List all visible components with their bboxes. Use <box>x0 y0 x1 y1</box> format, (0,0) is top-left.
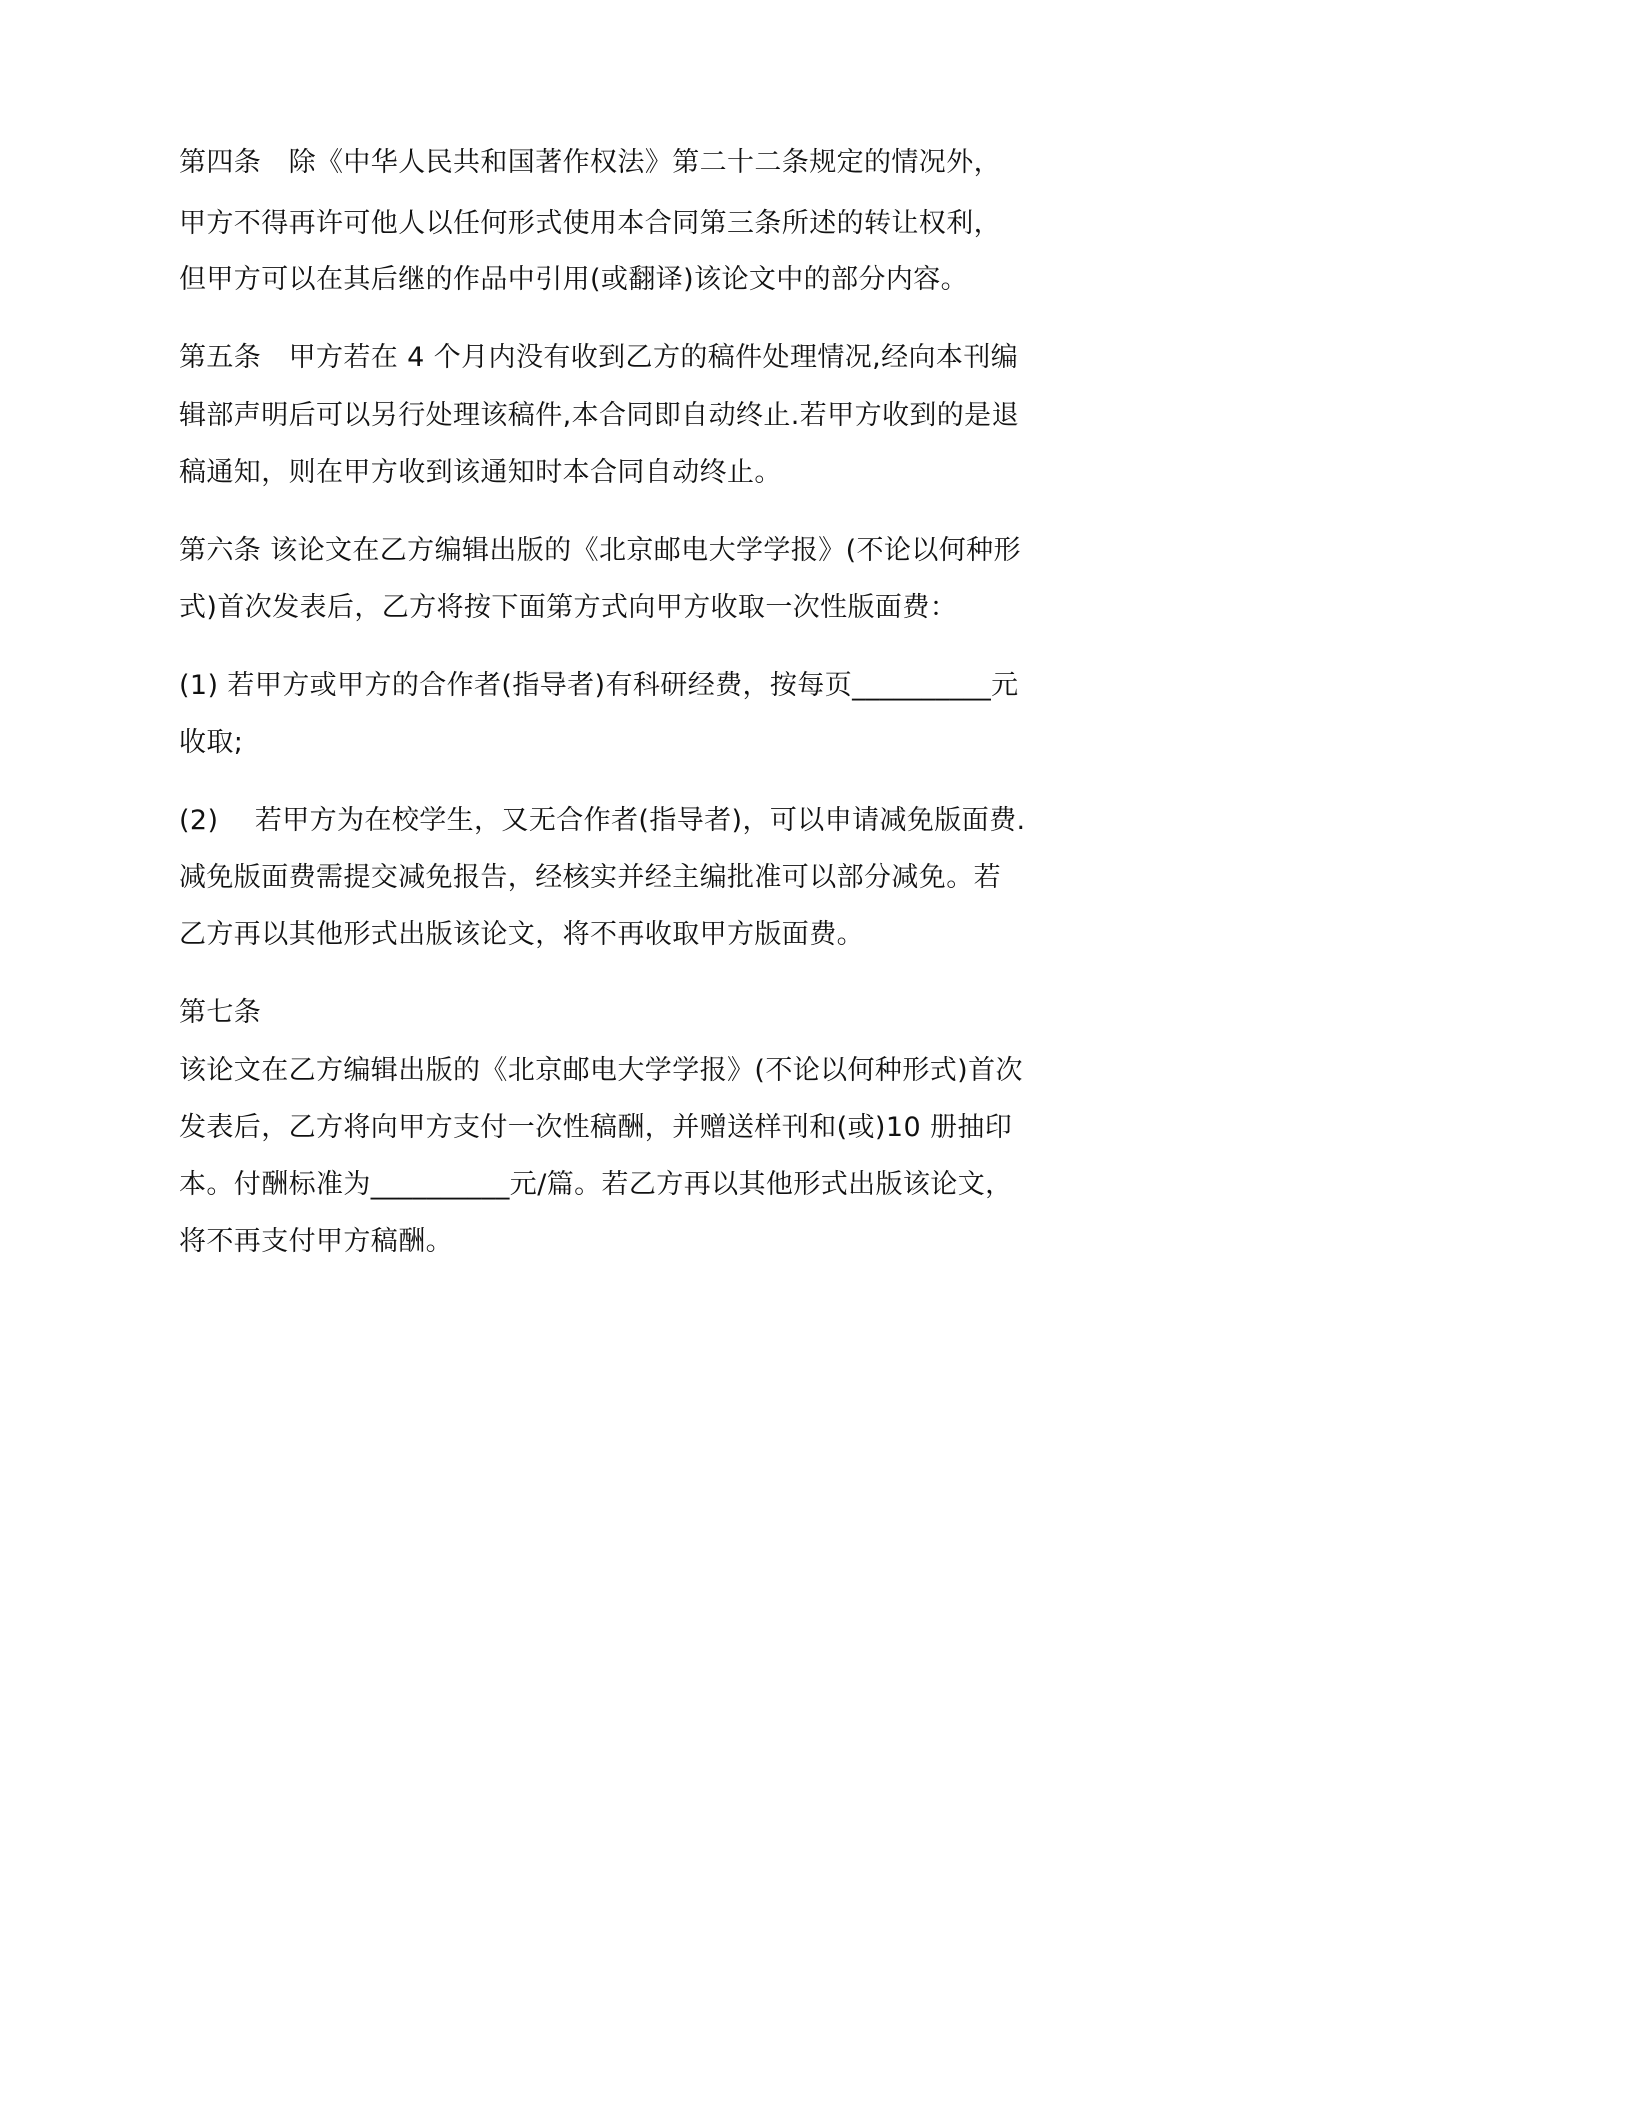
item1-line-1: (1) 若甲方或甲方的合作者(指导者)有科研经费，按每页__________元 <box>179 670 1019 701</box>
article4-line-2: 甲方不得再许可他人以任何形式使用本合同第三条所述的转让权利， <box>179 208 1001 239</box>
article7-heading: 第七条 <box>179 997 262 1028</box>
article5-line-3: 稿通知，则在甲方收到该通知时本合同自动终止。 <box>179 457 782 488</box>
article7-line-3: 本。付酬标准为__________元/篇。若乙方再以其他形式出版该论文， <box>179 1169 1013 1200</box>
article7-line-4: 将不再支付甲方稿酬。 <box>179 1226 453 1257</box>
article5-line-2: 辑部声明后可以另行处理该稿件,本合同即自动终止.若甲方收到的是退 <box>179 400 1019 431</box>
article7-line-2: 发表后，乙方将向甲方支付一次性稿酬，并赠送样刊和(或)10 册抽印 <box>179 1112 1013 1143</box>
article7-line-1: 该论文在乙方编辑出版的《北京邮电大学学报》(不论以何种形式)首次 <box>179 1055 1023 1086</box>
article6-line-1: 第六条 该论文在乙方编辑出版的《北京邮电大学学报》(不论以何种形 <box>179 535 1021 566</box>
article4-line-3: 但甲方可以在其后继的作品中引用(或翻译)该论文中的部分内容。 <box>179 264 969 295</box>
item1-line-2: 收取; <box>179 727 244 758</box>
item2-line-2: 减免版面费需提交减免报告，经核实并经主编批准可以部分减免。若 <box>179 862 1001 893</box>
article5-line-1: 第五条 甲方若在 4 个月内没有收到乙方的稿件处理情况,经向本刊编 <box>179 342 1019 373</box>
item2-line-1: (2) 若甲方为在校学生，又无合作者(指导者)，可以申请减免版面费. <box>179 805 1026 836</box>
article6-line-2: 式)首次发表后，乙方将按下面第方式向甲方收取一次性版面费： <box>179 592 958 623</box>
article4-line-1: 第四条 除《中华人民共和国著作权法》第二十二条规定的情况外， <box>179 147 1001 178</box>
item2-line-3: 乙方再以其他形式出版该论文，将不再收取甲方版面费。 <box>179 919 864 950</box>
